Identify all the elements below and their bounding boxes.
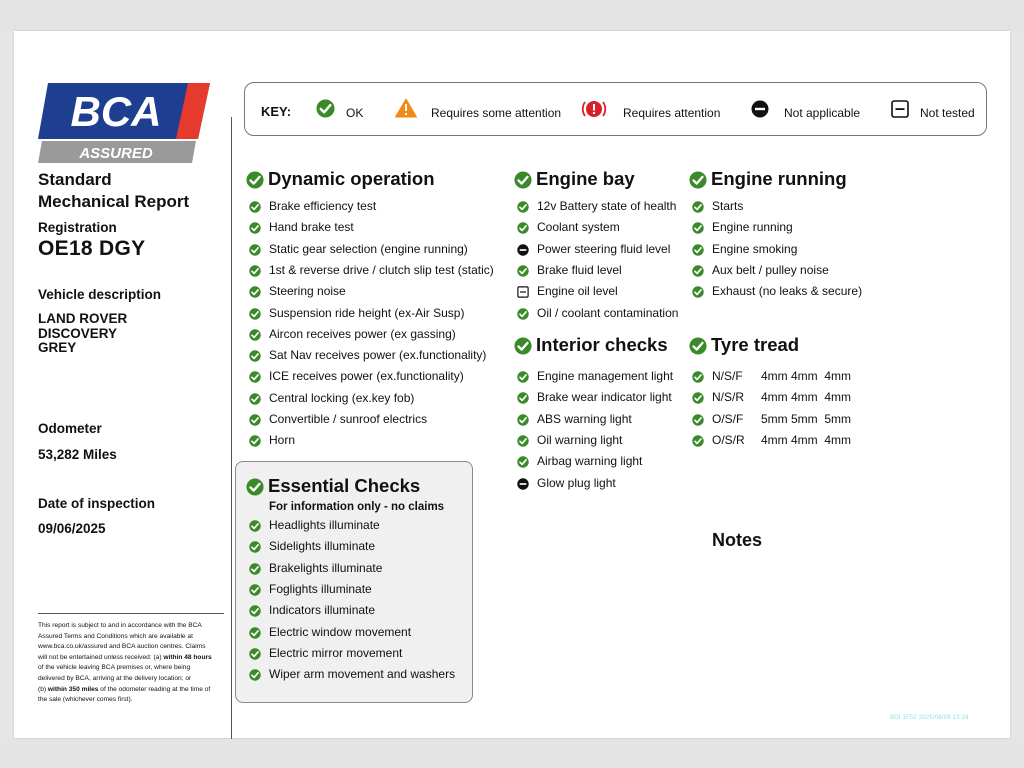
check-item-label: Brakelights illuminate <box>269 560 383 575</box>
check-item-label: Aux belt / pulley noise <box>712 262 829 277</box>
check-item-label: Electric window movement <box>269 624 412 639</box>
ok-check-icon <box>517 456 529 468</box>
check-item-label: Foglights illuminate <box>269 581 372 596</box>
key-not-tested-label: Not tested <box>920 106 975 120</box>
ok-check-icon <box>249 627 261 639</box>
timestamp-stamp: BDI 1F52 2025/06/09 13:24 <box>890 715 969 721</box>
key-label: KEY: <box>261 104 292 119</box>
key-some-attention-label: Requires some attention <box>431 106 562 120</box>
ok-check-icon <box>692 435 704 447</box>
ok-check-icon <box>249 265 261 277</box>
section-check-icon <box>514 171 532 189</box>
section-check-icon <box>246 478 264 496</box>
check-item-label: Sidelights illuminate <box>269 539 376 554</box>
ok-check-icon <box>316 99 335 118</box>
section-check-icon <box>689 171 707 189</box>
ok-check-icon <box>692 222 704 234</box>
tyre-position: N/S/F <box>712 369 743 383</box>
ok-check-icon <box>692 392 704 404</box>
ok-check-icon <box>249 435 261 447</box>
ok-check-icon <box>249 308 261 320</box>
ok-check-icon <box>249 244 261 256</box>
check-item-label: Coolant system <box>537 220 620 235</box>
ok-check-icon <box>249 222 261 234</box>
section-check-icon <box>514 337 532 355</box>
check-item-label: Headlights illuminate <box>269 518 380 532</box>
ok-check-icon <box>249 520 261 532</box>
ok-check-icon <box>517 222 529 234</box>
tyre-position: O/S/F <box>712 411 744 426</box>
ok-check-icon <box>692 201 704 213</box>
ok-check-icon <box>249 201 261 213</box>
check-item-label: Sat Nav receives power (ex.functionality) <box>269 348 487 363</box>
tyre-reading: 5mm 5mm 5mm <box>761 411 851 426</box>
tyre-reading: 4mm 4mm 4mm <box>761 369 851 383</box>
check-item-label: Suspension ride height (ex-Air Susp) <box>269 305 465 320</box>
check-item-label: Indicators illuminate <box>269 603 376 618</box>
tyre-reading: 4mm 4mm 4mm <box>761 432 851 447</box>
date-label: Date of inspection <box>38 496 156 511</box>
check-item-label: ICE receives power (ex.functionality) <box>269 369 464 384</box>
section-check-icon <box>246 171 264 189</box>
check-item-label: Static gear selection (engine running) <box>269 241 468 256</box>
tyre-reading: 4mm 4mm 4mm <box>761 390 851 405</box>
report-title: Standard Mechanical Report <box>38 170 190 211</box>
ok-check-icon <box>692 244 704 256</box>
ok-check-icon <box>517 265 529 277</box>
odometer-label: Odometer <box>38 421 102 436</box>
registration-label: Registration <box>38 220 117 235</box>
report-page: BCA ASSURED Standard Mechanical Report Registration OE18 DGY Vehicle description LAND ROVER DISCOVERY GREY Odometer 53,282 Miles Date of inspection 09/06/2025 This report is subject to and in accordance with the BCA Assured Terms and Conditions which are available at www.bca.co.uk/assured and BCA auction centres. Claims will not be entertained unless received: (a) within 48 hours of the vehicle leaving BCA premises or, where being delivered by BCA, arriving at the delivery location; or (b) within 350 miles of the odometer reading at the time of the sale (whichever comes first). KEY: OK Requires some attention Requires attention Not applicable Not tested Dynamic operation Engine bay Engine running Interior checks Tyre tread Essential Checks For information only - no claims Brake efficiency test Hand brake test Static gear selection (engine running) 1st & reverse drive / clutch slip test (static) Steering noise Suspension ride height (ex-Air Susp) Aircon receives power (ex gassing) Sat Nav receives power (ex.functionality) ICE receives power (ex.functionality) Central locking (ex.key fob) Convertible / sunroof electrics Horn Headlights illuminate Sidelights illuminate Brakelights illuminate Foglights illuminate Indicators illuminate Electric window movement Electric mirror movement Wiper arm movement and washers 12v Battery state of health Coolant system Power steering fluid level Brake fluid level Engine oil level Oil / coolant contamination Engine management light Brake wear indicator light ABS warning light Oil warning light Airbag warning light Glow plug light Starts Engine running Engine smoking Aux belt / pulley noise Exhaust (no leaks & secure) N/S/F 4mm 4mm 4mm N/S/R 4mm 4mm 4mm O/S/F 5mm 5mm 5mm O/S/R 4mm 4mm 4mm Notes BDI 1F52 2025/06/09 13:24 <box>14 31 1010 738</box>
check-item-label: Glow plug light <box>537 475 616 490</box>
check-item-label: Brake wear indicator light <box>537 390 672 405</box>
essential-checks-subtitle: For information only - no claims <box>269 501 445 513</box>
warning-triangle-icon <box>395 98 417 118</box>
check-item-label: Steering noise <box>269 284 346 299</box>
not-tested-icon <box>517 286 529 298</box>
check-item-label: Exhaust (no leaks & secure) <box>712 284 863 299</box>
check-item-label: Brake fluid level <box>537 262 622 277</box>
check-item-label: Aircon receives power (ex gassing) <box>269 326 456 341</box>
check-item-label: Engine oil level <box>537 284 618 299</box>
ok-check-icon <box>517 392 529 404</box>
ok-check-icon <box>249 669 261 681</box>
check-item-label: Electric mirror movement <box>269 645 403 660</box>
section-check-icon <box>689 337 707 355</box>
key-attention-label: Requires attention <box>623 106 721 120</box>
not-applicable-icon <box>517 244 529 256</box>
top-margin <box>0 0 1024 31</box>
disclaimer-divider <box>38 613 224 614</box>
check-item-label: Horn <box>269 433 296 448</box>
not-applicable-icon <box>751 100 769 118</box>
ok-check-icon <box>249 563 261 575</box>
ok-check-icon <box>517 371 529 383</box>
check-item-label: Brake efficiency test <box>269 199 377 213</box>
check-item-label: Engine running <box>712 220 793 235</box>
check-item-label: 1st & reverse drive / clutch slip test (static) <box>269 262 494 277</box>
notes-heading: Notes <box>712 530 763 550</box>
check-item-label: Engine smoking <box>712 241 798 256</box>
logo-brand-text: BCA <box>70 88 162 135</box>
key-ok-label: OK <box>346 106 364 120</box>
ok-check-icon <box>517 201 529 213</box>
ok-check-icon <box>249 350 261 362</box>
disclaimer-text: This report is subject to and in accordance with the BCA Assured Terms and Conditions which are available at www.bca.co.uk/assured and BCA auction centres. Claims will not be entertained unless received: (a) within 48 hours of the vehicle leaving BCA premises or, where being delivered by BCA, arriving at the delivery location; or (b) within 350 miles of the odometer reading at the time of the sale (whichever comes first). <box>38 622 212 704</box>
tyre-position: O/S/R <box>712 432 745 447</box>
check-item-label: 12v Battery state of health <box>537 199 677 213</box>
check-item-label: Hand brake test <box>269 220 354 235</box>
ok-check-icon <box>692 265 704 277</box>
ok-check-icon <box>249 605 261 617</box>
check-item-label: Oil warning light <box>537 432 623 447</box>
check-item-label: Oil / coolant contamination <box>537 305 679 320</box>
ok-check-icon <box>692 414 704 426</box>
logo-tagline-text: ASSURED <box>79 145 153 162</box>
check-item-label: Power steering fluid level <box>537 241 671 256</box>
key-not-applicable-label: Not applicable <box>784 106 861 120</box>
ok-check-icon <box>517 435 529 447</box>
column-divider <box>231 117 232 739</box>
tyre-position: N/S/R <box>712 390 745 405</box>
attention-alert-icon <box>581 98 607 120</box>
check-item-label: Wiper arm movement and washers <box>269 667 456 682</box>
check-item-label: Airbag warning light <box>537 454 643 469</box>
not-applicable-icon <box>517 478 529 490</box>
ok-check-icon <box>692 286 704 298</box>
ok-check-icon <box>517 308 529 320</box>
ok-check-icon <box>249 541 261 553</box>
ok-check-icon <box>692 371 704 383</box>
bca-assured-logo <box>38 83 210 165</box>
ok-check-icon <box>517 414 529 426</box>
check-item-label: Central locking (ex.key fob) <box>269 390 415 405</box>
ok-check-icon <box>249 393 261 405</box>
check-item-label: Convertible / sunroof electrics <box>269 412 428 426</box>
ok-check-icon <box>249 584 261 596</box>
registration-value: OE18 DGY <box>38 237 146 260</box>
ok-check-icon <box>249 414 261 426</box>
check-item-label: Starts <box>712 199 744 213</box>
check-item-label: ABS warning light <box>537 411 632 426</box>
odometer-value: 53,282 Miles <box>38 447 117 462</box>
ok-check-icon <box>249 371 261 383</box>
vehicle-description-label: Vehicle description <box>38 287 162 302</box>
vehicle-description-value: LAND ROVER DISCOVERY GREY <box>38 311 128 355</box>
bottom-margin <box>0 738 1024 768</box>
check-item-label: Engine management light <box>537 369 674 383</box>
not-tested-icon <box>891 100 909 118</box>
date-value: 09/06/2025 <box>38 521 106 536</box>
ok-check-icon <box>249 329 261 341</box>
ok-check-icon <box>249 648 261 660</box>
ok-check-icon <box>249 286 261 298</box>
